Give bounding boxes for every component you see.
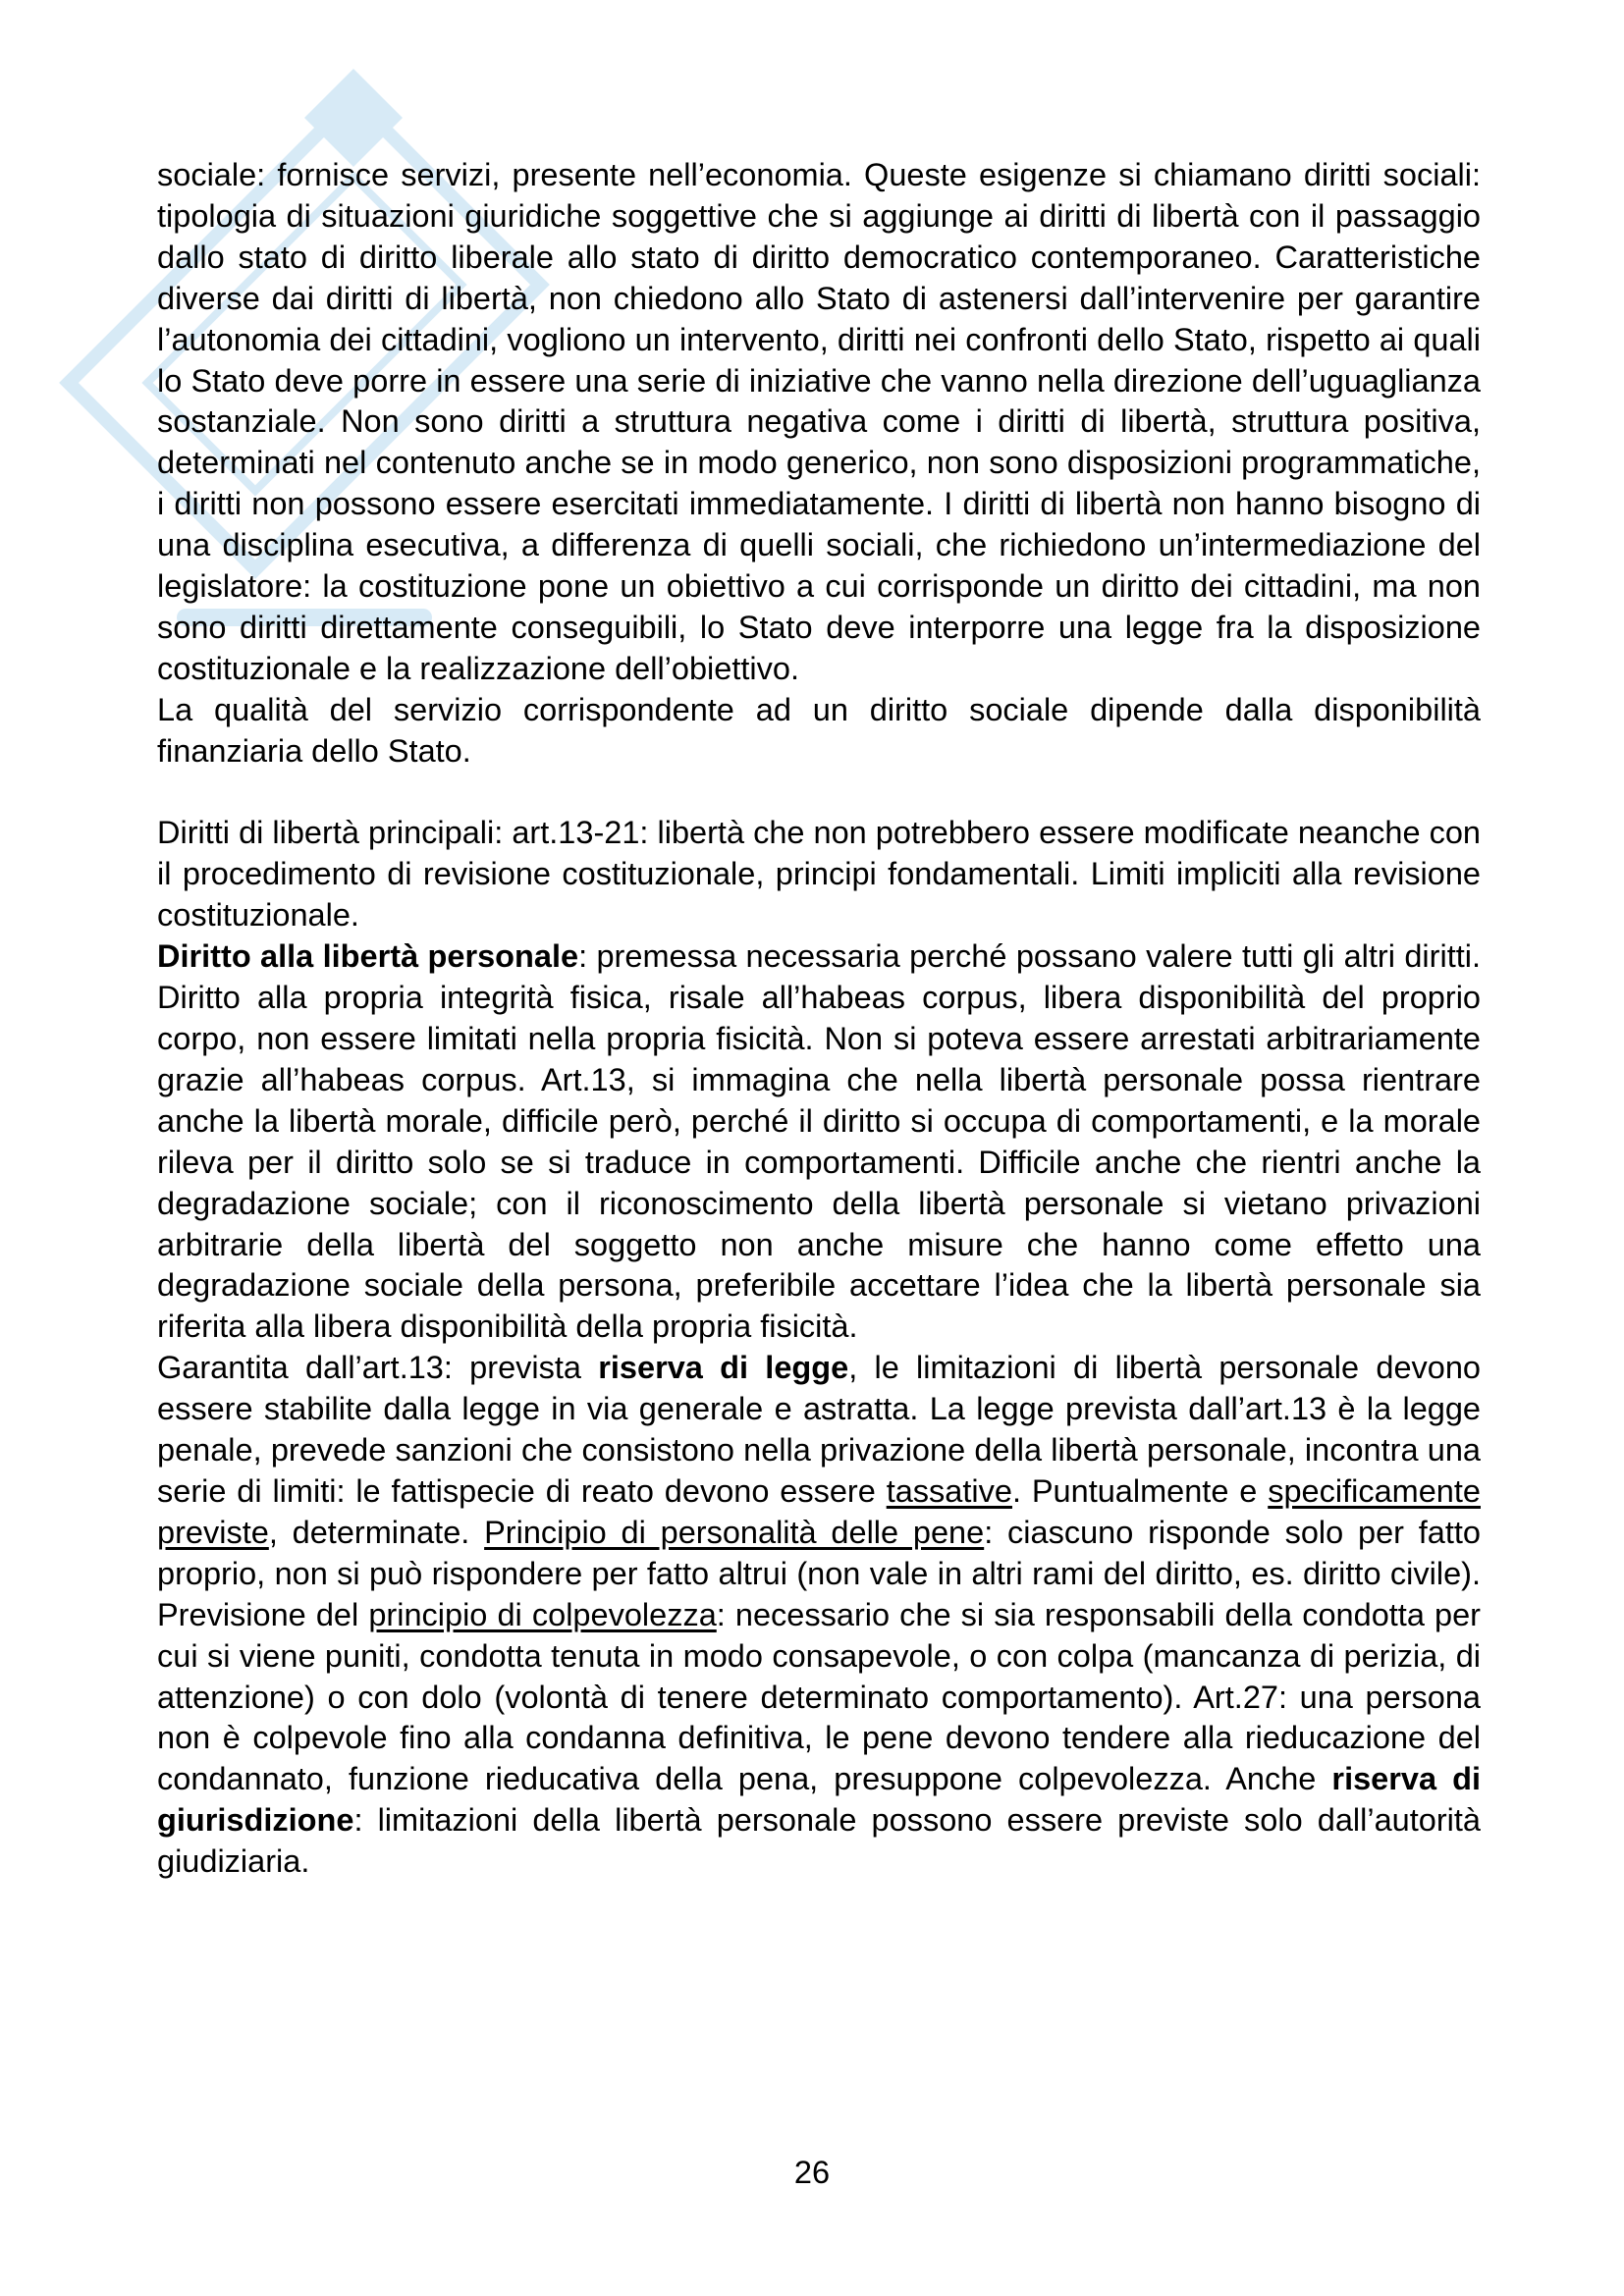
paragraph-main-freedoms: Diritti di libertà principali: art.13-21: libertà che non potrebbero essere modificate neanche con il procedimento di revisione costituzionale, principi fondamentali. Limiti impliciti alla revisione costituzionale. — [157, 815, 1481, 934]
document-body — [157, 155, 1481, 1883]
art13-text-1: Garantita dall’art.13: prevista — [157, 1350, 599, 1386]
paragraph-service-quality: La qualità del servizio corrispondente ad un diritto sociale dipende dalla disponibilità finanziaria dello Stato. — [157, 691, 1481, 769]
art13-text-3: . Puntualmente e — [1011, 1472, 1269, 1509]
art13-text-6: : necessario che si sia responsabili della condotta per cui si viene puniti, condotta tenuta in modo consapevole, o con colpa (mancanza di perizia, di attenzione) o con dolo (volontà di tenere determinato comportamento). Art.27: una persona non è colpevole fino alla condanna definitiva, le pene devono tendere alla rieducazione del condannato, funzione rieducativa della pena, presuppone colpevolezza. Anche — [157, 1596, 1481, 1797]
paragraph-social-rights: sociale: fornisce servizi, presente nell’economia. Queste esigenze si chiamano diritti sociali: tipologia di situazioni giuridiche soggettive che si aggiunge ai diritti di libertà con il passaggio dallo stato di diritto liberale allo stato di diritto democratico contemporaneo. Caratteristiche diverse dai diritti di libertà, non chiedono allo Stato di astenersi dall’intervenire per garantire l’autonomia dei cittadini, vogliono un intervento, diritti nei confronti dello Stato, rispetto ai quali lo Stato deve porre in essere una serie di iniziative che vanno nella direzione dell’uguaglianza sostanziale. Non sono diritti a struttura negativa come i diritti di libertà, struttura positiva, determinati nel contenuto anche se in modo generico, non sono disposizioni programmatiche, i diritti non possono essere esercitati immediatamente. I diritti di libertà non hanno bisogno di una disciplina esecutiva, a differenza di quelli sociali, che richiedono un’intermediazione del legislatore: la costituzione pone un obiettivo a cui corrisponde un diritto dei cittadini, ma non sono diritti direttamente conseguibili, lo Stato deve interporre una legge fra la disposizione costituzionale e la realizzazione dell’obiettivo. — [157, 157, 1481, 686]
term-riserva-di-giurisdizione: riserva di giurisdizione — [157, 1761, 1481, 1839]
art13-text-5: : ciascuno risponde solo per fatto proprio, non si può rispondere per fatto altrui (non vale in altri rami del diritto, es. diritto civile). Previsione del — [157, 1514, 1481, 1632]
term-tassative: tassative — [886, 1472, 1012, 1509]
paragraph-spacer — [157, 773, 1481, 814]
personal-freedom-text: : premessa necessaria perché possano valere tutti gli altri diritti. Diritto alla propria integrità fisica, risale all’habeas corpus, libera disponibilità del proprio corpo, non essere limitati nella propria fisicità. Non si poteva essere arrestati arbitrariamente grazie all’habeas corpus. Art.13, si immagina che nella libertà personale possa rientrare anche la libertà morale, difficile però, perché il diritto si occupa di comportamenti, e la morale rileva per il diritto solo se si traduce in comportamenti. Difficile anche che rientri anche la degradazione sociale; con il riconoscimento della libertà personale si vietano privazioni arbitrarie della libertà del soggetto non anche misure che hanno come effetto una degradazione sociale della persona, preferibile accettare l’idea che la libertà personale sia riferita alla libera disponibilità della propria fisicità. — [157, 938, 1481, 1345]
art13-text-2: , le limitazioni di libertà personale devono essere stabilite dalla legge in via generale e astratta. La legge prevista dall’art.13 è la legge penale, prevede sanzioni che consistono nella privazione della libertà personale, incontra una serie di limiti: le fattispecie di reato devono essere — [157, 1350, 1481, 1509]
term-principio-colpevolezza: principio di colpevolezza — [368, 1596, 717, 1632]
paragraph-personal-freedom — [157, 936, 1481, 1348]
page-number: 26 — [793, 2155, 831, 2190]
paragraph-art13-guarantees — [157, 1348, 1481, 1883]
term-specificamente-previste: specificamente previste — [157, 1472, 1481, 1550]
art13-text-7: : limitazioni della libertà personale possono essere previste solo dall’autorità giudiziaria. — [157, 1802, 1481, 1880]
term-principio-personalita-pene: Principio di personalità delle pene — [484, 1514, 985, 1550]
art13-text-4: , determinate. — [268, 1514, 485, 1550]
term-riserva-di-legge: riserva di legge — [598, 1350, 849, 1386]
heading-personal-freedom: Diritto alla libertà personale — [157, 938, 579, 975]
